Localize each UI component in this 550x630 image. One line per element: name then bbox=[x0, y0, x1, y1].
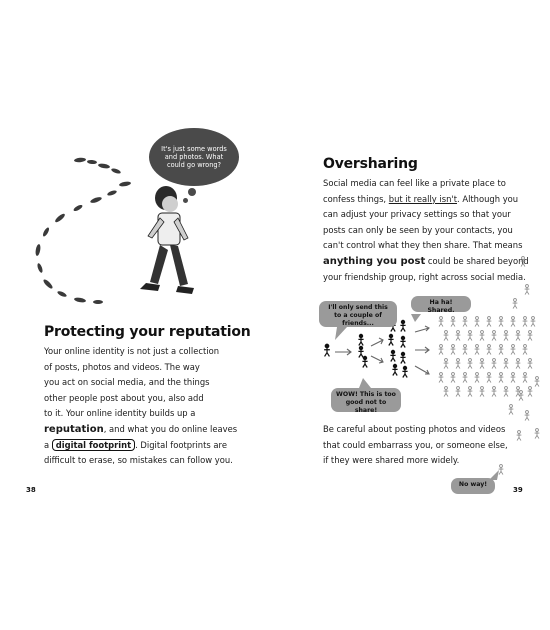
speech-text: No way! bbox=[458, 481, 488, 488]
stick-figure bbox=[480, 387, 485, 397]
stick-figure bbox=[480, 359, 485, 369]
stick-figure bbox=[400, 336, 405, 347]
speech-text: I'll only send this to a couple of friends... bbox=[328, 304, 388, 327]
stick-figure bbox=[444, 387, 449, 397]
stick-figure bbox=[531, 317, 536, 327]
thought-dot bbox=[188, 188, 196, 196]
stick-figure bbox=[516, 331, 521, 341]
share-arrows bbox=[335, 326, 429, 374]
stick-figure bbox=[492, 387, 497, 397]
speech-bubble-shared bbox=[411, 296, 471, 312]
speech-bubble-friends bbox=[319, 301, 397, 327]
stick-figure bbox=[444, 359, 449, 369]
stick-figure bbox=[487, 373, 492, 383]
stick-figure bbox=[475, 317, 480, 327]
bold-term: reputation bbox=[44, 423, 104, 435]
speech-text: WOW! This is too good not to share! bbox=[336, 391, 396, 414]
stick-figure bbox=[451, 345, 456, 355]
closing-paragraph bbox=[323, 422, 508, 469]
stick-figure bbox=[511, 373, 516, 383]
stick-figure bbox=[439, 345, 444, 355]
stick-figure bbox=[362, 356, 367, 367]
stick-figure bbox=[439, 317, 444, 327]
stick-figure bbox=[499, 373, 504, 383]
stick-figure bbox=[400, 352, 405, 363]
text-fragment: . Although you bbox=[457, 193, 519, 204]
stick-figure bbox=[324, 344, 330, 356]
stick-figure bbox=[535, 377, 540, 387]
stick-figure bbox=[492, 331, 497, 341]
stick-figure bbox=[523, 317, 528, 327]
thought-bubble bbox=[149, 128, 239, 186]
text-line: to it. Your online identity builds up a bbox=[44, 408, 196, 419]
stick-figure bbox=[525, 411, 530, 421]
stick-figure bbox=[456, 387, 461, 397]
stick-figure bbox=[511, 345, 516, 355]
text-line: can't control what they then share. That means bbox=[323, 240, 523, 251]
stick-figure bbox=[516, 359, 521, 369]
speech-bubble-noway bbox=[451, 478, 495, 494]
thought-dot bbox=[183, 198, 188, 203]
text-fragment: could be shared beyond bbox=[425, 255, 529, 266]
body-paragraph bbox=[44, 344, 237, 469]
text-line: you act on social media, and the things bbox=[44, 377, 210, 388]
text-line: of posts, photos and videos. The way bbox=[44, 361, 200, 372]
stick-figure bbox=[513, 299, 518, 309]
stick-figure bbox=[480, 331, 485, 341]
stick-figure bbox=[388, 334, 393, 345]
stick-figure bbox=[487, 345, 492, 355]
text-line: posts can only be seen by your contacts, you bbox=[323, 224, 513, 235]
text-fragment: a bbox=[44, 439, 52, 450]
stick-figure bbox=[463, 317, 468, 327]
speech-bubble-wow bbox=[331, 388, 401, 412]
right-page bbox=[275, 0, 550, 630]
text-fragment: , and what you do online leaves bbox=[103, 423, 238, 434]
stick-figure bbox=[523, 373, 528, 383]
stick-figure bbox=[521, 257, 526, 267]
page-number: 39 bbox=[513, 486, 523, 494]
stick-figure bbox=[456, 359, 461, 369]
text-line: Your online identity is not just a collection bbox=[44, 346, 220, 356]
boxed-term: digital footprint bbox=[52, 439, 135, 451]
stick-figure bbox=[504, 387, 509, 397]
stick-figure bbox=[400, 320, 405, 331]
sharing-diagram bbox=[275, 0, 550, 630]
stick-figure bbox=[528, 387, 533, 397]
stick-figure bbox=[456, 331, 461, 341]
page-number: 38 bbox=[26, 486, 36, 494]
thought-bubble-text: It's just some words and photos. What could go wrong? bbox=[161, 145, 227, 169]
stick-figure bbox=[463, 345, 468, 355]
text-fragment: confess things, bbox=[323, 193, 389, 204]
stick-figure bbox=[535, 429, 540, 439]
stick-figure bbox=[511, 317, 516, 327]
underlined-text: but it really isn't bbox=[388, 193, 458, 204]
section-heading: Oversharing bbox=[323, 156, 418, 172]
stick-figure bbox=[402, 366, 407, 377]
text-line: Be careful about posting photos and videos bbox=[323, 424, 506, 434]
text-line bbox=[44, 422, 237, 438]
text-line: your friendship group, right across social media. bbox=[323, 271, 526, 282]
stick-figure bbox=[475, 373, 480, 383]
stick-figure bbox=[528, 359, 533, 369]
stick-figure bbox=[504, 359, 509, 369]
text-line: Social media can feel like a private place to bbox=[323, 178, 506, 188]
stick-figure bbox=[504, 331, 509, 341]
stick-figure bbox=[525, 285, 530, 295]
stick-figure bbox=[439, 373, 444, 383]
stick-figure bbox=[468, 331, 473, 341]
text-line: that could embarrass you, or someone else, bbox=[323, 439, 508, 450]
stick-figure bbox=[475, 345, 480, 355]
text-line: if they were shared more widely. bbox=[323, 455, 460, 466]
stick-figure bbox=[523, 345, 528, 355]
stick-figure bbox=[468, 387, 473, 397]
stick-figure bbox=[463, 373, 468, 383]
stick-figure bbox=[358, 334, 363, 345]
stick-figure bbox=[509, 405, 514, 415]
text-line: difficult to erase, so mistakes can follow you. bbox=[44, 455, 233, 466]
text-line: other people post about you, also add bbox=[44, 392, 204, 403]
stick-figure bbox=[492, 359, 497, 369]
stick-figure bbox=[487, 317, 492, 327]
bold-term: anything you post bbox=[323, 255, 426, 267]
stick-figure bbox=[451, 373, 456, 383]
stick-figure bbox=[468, 359, 473, 369]
stick-figure bbox=[499, 345, 504, 355]
stick-figure bbox=[358, 346, 363, 357]
section-heading: Protecting your reputation bbox=[44, 324, 251, 340]
text-fragment: . Digital footprints are bbox=[135, 439, 227, 450]
text-line bbox=[44, 438, 237, 454]
stick-figure bbox=[451, 317, 456, 327]
stick-figure bbox=[392, 364, 397, 375]
speech-text: Ha ha! Shared. bbox=[427, 299, 455, 314]
stick-figure bbox=[444, 331, 449, 341]
stick-figure bbox=[499, 317, 504, 327]
text-line: can adjust your privacy settings so that your bbox=[323, 209, 511, 220]
stick-figure bbox=[528, 331, 533, 341]
stick-figure bbox=[390, 350, 395, 361]
stick-figure bbox=[517, 431, 522, 441]
